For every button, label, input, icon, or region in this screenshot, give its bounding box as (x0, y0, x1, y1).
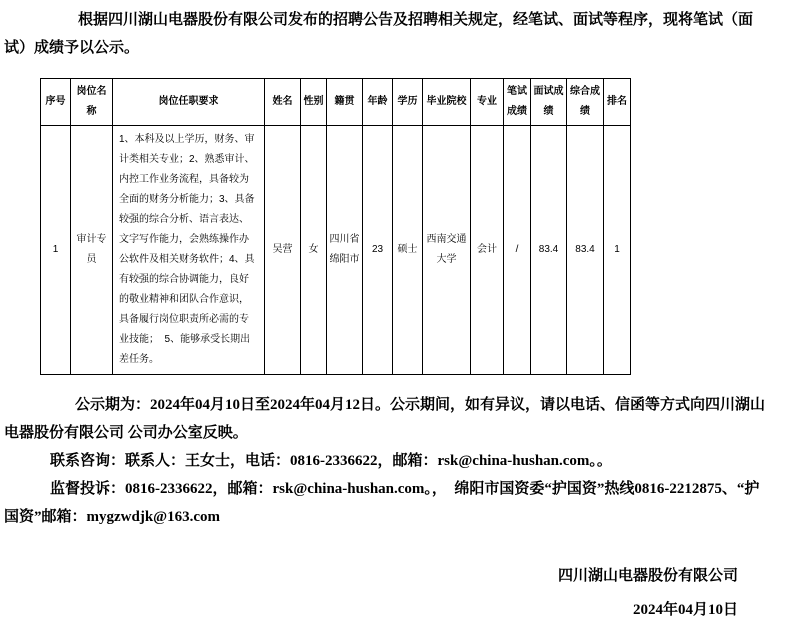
notice-document (0, 6, 804, 618)
header-native-place: 籍贯 (327, 79, 363, 126)
score-table (40, 78, 631, 375)
header-name: 姓名 (265, 79, 301, 126)
cell-native-place: 四川省绵阳市 (327, 126, 363, 375)
header-written-score: 笔试成绩 (504, 79, 531, 126)
cell-written-score: / (504, 126, 531, 375)
cell-interview-score: 83.4 (531, 126, 567, 375)
publicity-period-paragraph: 公示期为：2024年04月10日至2024年04月12日。公示期间，如有异议，请以电话、信函等方式向四川湖山电器股份有限公司 公司办公室反映。 (4, 397, 766, 441)
signature-company: 四川湖山电器股份有限公司 (557, 568, 738, 584)
cell-rank: 1 (604, 126, 631, 375)
signature-date: 2024年04月10日 (632, 602, 738, 618)
cell-school: 西南交通大学 (423, 126, 471, 375)
cell-age: 23 (363, 126, 393, 375)
supervision-paragraph: 监督投诉：0816-2336622，邮箱：rsk@china-hushan.com。， 绵阳市国资委“护国资”热线0816-2212875、“护国资”邮箱：mygzwdjk@163.com (4, 481, 760, 525)
signature-block (0, 559, 804, 627)
cell-major: 会计 (471, 126, 504, 375)
cell-position: 审计专员 (71, 126, 113, 375)
header-gender: 性别 (301, 79, 327, 126)
header-school: 毕业院校 (423, 79, 471, 126)
header-interview-score: 面试成绩 (531, 79, 567, 126)
cell-requirements: 1、本科及以上学历，财务、审计类相关专业；2、熟悉审计、内控工作业务流程，具备较为全面的财务分析能力；3、具备较强的综合分析、语言表达、文字写作能力，会熟练操作办公软件及相关财务软件；4、具有较强的综合协调能力，良好的敬业精神和团队合作意识，具备履行岗位职责所必需的专业技能； 5、能够承受长期出差任务。 (113, 126, 265, 375)
cell-overall-score: 83.4 (567, 126, 604, 375)
contact-paragraph: 联系咨询：联系人：王女士，电话：0816-2336622，邮箱：rsk@china-hushan.com。。 (50, 453, 612, 469)
intro-paragraph: 根据四川湖山电器股份有限公司发布的招聘公告及招聘相关规定，经笔试、面试等程序，现将笔试（面试）成绩予以公示。 (4, 12, 754, 56)
header-education: 学历 (393, 79, 423, 126)
header-major: 专业 (471, 79, 504, 126)
header-age: 年龄 (363, 79, 393, 126)
cell-education: 硕士 (393, 126, 423, 375)
header-overall-score: 综合成绩 (567, 79, 604, 126)
header-requirements: 岗位任职要求 (113, 79, 265, 126)
header-rank: 排名 (604, 79, 631, 126)
cell-seq: 1 (41, 126, 71, 375)
header-seq: 序号 (41, 79, 71, 126)
cell-gender: 女 (301, 126, 327, 375)
table-row (41, 126, 631, 375)
table-header-row (41, 79, 631, 126)
header-position: 岗位名称 (71, 79, 113, 126)
cell-name: 吴营 (265, 126, 301, 375)
